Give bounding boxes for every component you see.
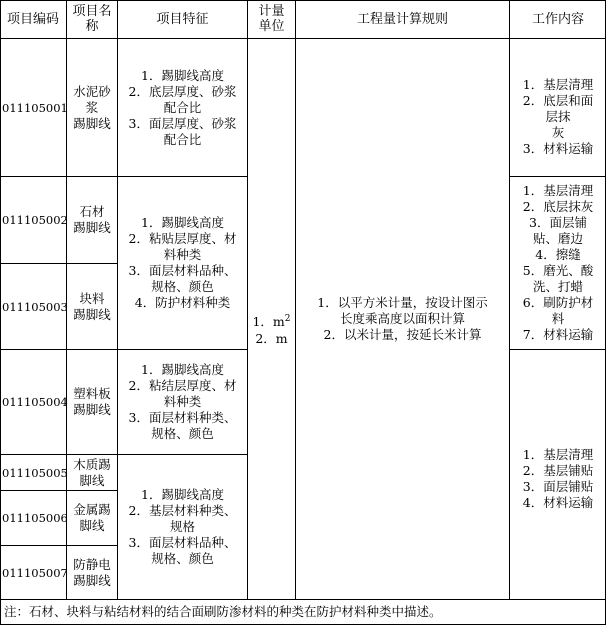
name-line: 木质踢 xyxy=(73,456,111,472)
name-line: 踢脚线 xyxy=(73,115,111,131)
work-line: 5．磨光、酸 xyxy=(522,263,594,278)
header-name-line: 称 xyxy=(85,19,99,34)
work-line: 2．底层抹灰 xyxy=(522,199,594,214)
name-line: 踢脚线 xyxy=(73,572,111,588)
rule-line: 长度乘高度以面积计算 xyxy=(339,311,465,326)
work-line: 2．底层和面 xyxy=(522,92,594,108)
name-line: 防静电 xyxy=(73,556,111,572)
feature-line: 3．面层厚度、砂浆 xyxy=(128,115,237,131)
work-line: 3．材料运输 xyxy=(522,140,594,156)
header-name xyxy=(67,0,117,38)
name-line: 塑料板 xyxy=(73,386,111,401)
name-line: 石材 xyxy=(79,204,105,219)
work-cell xyxy=(510,39,606,176)
code-text: 011105001 xyxy=(2,100,68,115)
code-text: 011105006 xyxy=(2,511,68,525)
code-cell xyxy=(2,350,66,454)
name-cell xyxy=(67,350,117,454)
feature-line: 1．踢脚线高度 xyxy=(141,487,224,502)
header-rule xyxy=(296,0,509,38)
features-cell xyxy=(118,455,247,599)
name-line: 金属踢 xyxy=(73,502,111,517)
name-cell xyxy=(67,177,117,263)
work-line: 6．刷防护材 xyxy=(522,295,594,310)
work-line: 料 xyxy=(551,311,565,326)
header-unit-line: 单位 xyxy=(258,19,285,34)
work-line: 洗、打蜡 xyxy=(532,279,583,294)
feature-line: 3．面层材料种类、 xyxy=(128,410,237,425)
name-cell xyxy=(67,39,117,176)
work-line: 4．擦缝 xyxy=(535,247,581,262)
features-cell xyxy=(118,39,247,176)
header-code xyxy=(0,0,66,38)
name-line: 踢脚线 xyxy=(73,306,111,322)
unit-line xyxy=(248,311,295,330)
features-cell xyxy=(118,177,247,349)
work-line: 3．面层铺贴 xyxy=(522,478,594,494)
feature-line: 3．面层材料品种、 xyxy=(128,535,237,550)
code-cell xyxy=(2,455,66,490)
unit-line: 2．m xyxy=(255,330,288,346)
code-cell xyxy=(2,491,66,545)
features-cell xyxy=(118,350,247,454)
unit-cell xyxy=(248,39,295,599)
feature-line: 2．粘结层厚度、材 xyxy=(128,378,237,393)
name-line: 踢脚线 xyxy=(73,402,111,417)
feature-line: 3．面层材料品种、 xyxy=(128,263,237,278)
feature-line: 2．基层材料种类、 xyxy=(128,503,237,518)
name-line: 浆 xyxy=(85,99,99,115)
work-line: 3．面层铺 xyxy=(529,215,587,230)
code-cell xyxy=(2,546,66,599)
name-line: 水泥砂 xyxy=(73,83,111,99)
work-line: 2．基层铺贴 xyxy=(522,462,594,478)
feature-line: 规格、颜色 xyxy=(151,426,214,441)
feature-line: 4．防护材料种类 xyxy=(134,295,231,310)
feature-line: 1．踢脚线高度 xyxy=(141,67,224,83)
work-line: 灰 xyxy=(551,124,565,140)
header-unit-line: 计量 xyxy=(258,4,285,19)
work-line: 1．基层清理 xyxy=(522,183,594,198)
code-cell xyxy=(2,177,66,263)
code-text: 011105007 xyxy=(2,565,68,580)
work-line: 1．基层清理 xyxy=(522,76,594,92)
code-text: 011105002 xyxy=(2,213,68,227)
name-cell xyxy=(67,546,117,599)
feature-line: 料种类 xyxy=(163,394,202,409)
code-cell xyxy=(2,264,66,349)
note-text: 注：石材、块料与粘结材料的结合面刷防渗材料的种类在防护材料种类中描述。 xyxy=(4,604,442,619)
feature-line: 规格、颜色 xyxy=(151,279,214,294)
work-line: 层抹 xyxy=(545,108,571,124)
feature-line: 2．底层厚度、砂浆 xyxy=(128,83,237,99)
unit-line-text: 1．m xyxy=(252,314,285,330)
name-line: 脚线 xyxy=(79,472,105,488)
work-line: 7．材料运输 xyxy=(522,327,594,342)
rule-line: 1．以平方米计量，按设计图示 xyxy=(317,295,488,310)
work-cell xyxy=(510,177,606,349)
feature-line: 1．踢脚线高度 xyxy=(141,215,224,230)
header-name-line: 项目名 xyxy=(72,4,112,19)
rule-cell xyxy=(296,39,509,599)
feature-line: 配合比 xyxy=(163,131,202,147)
header-code-text: 项目编码 xyxy=(6,11,59,27)
feature-line: 规格、颜色 xyxy=(151,551,214,566)
feature-line: 规格 xyxy=(169,519,195,534)
table-note xyxy=(4,600,604,624)
name-cell xyxy=(67,491,117,545)
code-text: 011105003 xyxy=(2,299,68,314)
code-cell xyxy=(2,39,66,176)
header-features xyxy=(118,0,247,38)
name-line: 块料 xyxy=(79,290,105,306)
work-line: 贴、磨边 xyxy=(532,231,583,246)
rule-line: 2．以米计量，按延长米计算 xyxy=(323,327,482,342)
work-cell xyxy=(510,350,606,599)
header-features-text: 项目特征 xyxy=(156,11,209,27)
unit-superscript: 2 xyxy=(284,314,291,325)
name-cell xyxy=(67,264,117,349)
feature-line: 料种类 xyxy=(163,247,202,262)
work-line: 4．材料运输 xyxy=(522,494,594,510)
code-text: 011105004 xyxy=(2,395,68,409)
feature-line: 1．踢脚线高度 xyxy=(141,362,224,377)
name-line: 踢脚线 xyxy=(73,220,111,235)
name-line: 脚线 xyxy=(79,518,105,533)
header-rule-text: 工程量计算规则 xyxy=(356,11,448,27)
name-cell xyxy=(67,455,117,490)
feature-line: 配合比 xyxy=(163,99,202,115)
feature-line: 2．粘贴层厚度、材 xyxy=(128,231,237,246)
header-work-text: 工作内容 xyxy=(531,11,584,27)
work-line: 1．基层清理 xyxy=(522,446,594,462)
code-text: 011105005 xyxy=(2,465,68,480)
